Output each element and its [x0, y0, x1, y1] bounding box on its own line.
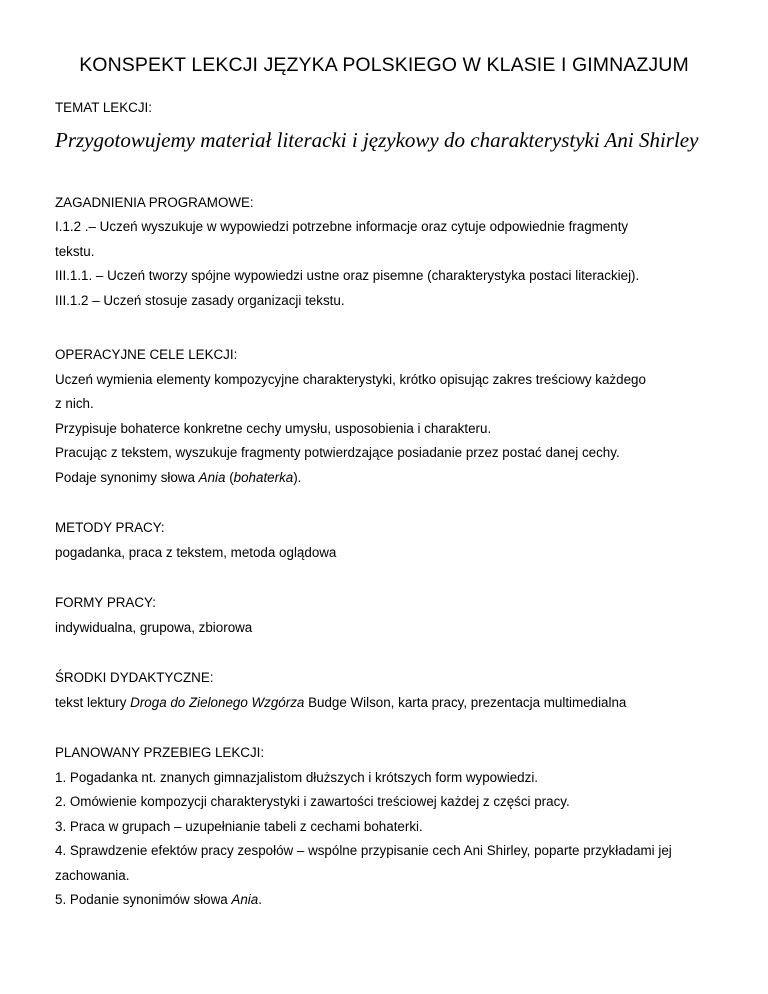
- synonyms-alt: bohaterka: [233, 469, 294, 485]
- aids-text: [55, 691, 725, 716]
- plan-step: 1. Pogadanka nt. znanych gimnazjalistom dłuższych i krótszych form wypowiedzi.: [55, 769, 539, 785]
- synonyms-word: Ania: [198, 469, 226, 485]
- plan-step-last: [55, 888, 725, 913]
- plan-label: PLANOWANY PRZEBIEG LEKCJI:: [55, 745, 265, 760]
- document-title: KONSPEKT LEKCJI JĘZYKA POLSKIEGO W KLASIE I GIMNAZJUM: [79, 54, 689, 76]
- document-body: [55, 96, 725, 913]
- aids-suffix: Budge Wilson, karta pracy, prezentacja multimedialna: [304, 694, 627, 710]
- plan-last-prefix: 5. Podanie synonimów słowa: [55, 892, 232, 907]
- objective-synonyms-line: [55, 466, 725, 491]
- objective-line: Przypisuje bohaterce konkretne cechy umysłu, usposobienia i charakteru.: [55, 420, 492, 436]
- plan-step: 2. Omówienie kompozycji charakterystyki i zawartości treściowej każdej z części pracy.: [55, 794, 570, 809]
- methods-label: METODY PRACY:: [55, 520, 165, 535]
- topic-label: TEMAT LEKCJI:: [55, 100, 152, 115]
- plan-last-suffix: .: [258, 892, 262, 907]
- objectives-label: OPERACYJNE CELE LEKCJI:: [55, 347, 238, 362]
- plan-step: 4. Sprawdzenie efektów pracy zespołów – wspólne przypisanie cech Ani Shirley, poparte przykładami jej: [55, 843, 672, 858]
- program-issue-line: tekstu.: [55, 243, 95, 259]
- topic-text: Przygotowujemy materiał literacki i językowy do charakterystyki Ani Shirley: [55, 127, 699, 152]
- methods-text: pogadanka, praca z tekstem, metoda oglądowa: [55, 544, 337, 560]
- objective-line: Pracując z tekstem, wyszukuje fragmenty potwierdzające posiadanie przez postać danej cechy.: [55, 445, 620, 460]
- objective-line: Uczeń wymienia elementy kompozycyjne charakterystyki, krótko opisując zakres treściowy każdego: [55, 371, 646, 387]
- plan-step: 3. Praca w grupach – uzupełnianie tabeli z cechami bohaterki.: [55, 818, 423, 834]
- program-issues-label: ZAGADNIENIA PROGRAMOWE:: [55, 194, 254, 210]
- aids-label: ŚRODKI DYDAKTYCZNE:: [55, 670, 214, 685]
- aids-book-title: Droga do Zielonego Wzgórza: [130, 694, 305, 710]
- synonyms-prefix: Podaje synonimy słowa: [55, 469, 199, 485]
- objective-line: z nich.: [55, 396, 94, 411]
- program-issue-line: I.1.2 .– Uczeń wyszukuje w wypowiedzi potrzebne informacje oraz cytuje odpowiednie fragmenty: [55, 219, 629, 234]
- synonyms-middle: (: [225, 469, 234, 485]
- synonyms-suffix: ).: [293, 469, 302, 485]
- forms-text: indywidualna, grupowa, zbiorowa: [55, 619, 253, 635]
- program-issue-line: III.1.2 – Uczeń stosuje zasady organizacji tekstu.: [55, 292, 345, 308]
- program-issue-line: III.1.1. – Uczeń tworzy spójne wypowiedzi ustne oraz pisemne (charakterystyka postaci literackiej).: [55, 268, 640, 283]
- plan-step: zachowania.: [55, 867, 130, 883]
- aids-prefix: tekst lektury: [55, 694, 131, 710]
- forms-label: FORMY PRACY:: [55, 595, 156, 610]
- plan-last-word: Ania: [231, 892, 259, 907]
